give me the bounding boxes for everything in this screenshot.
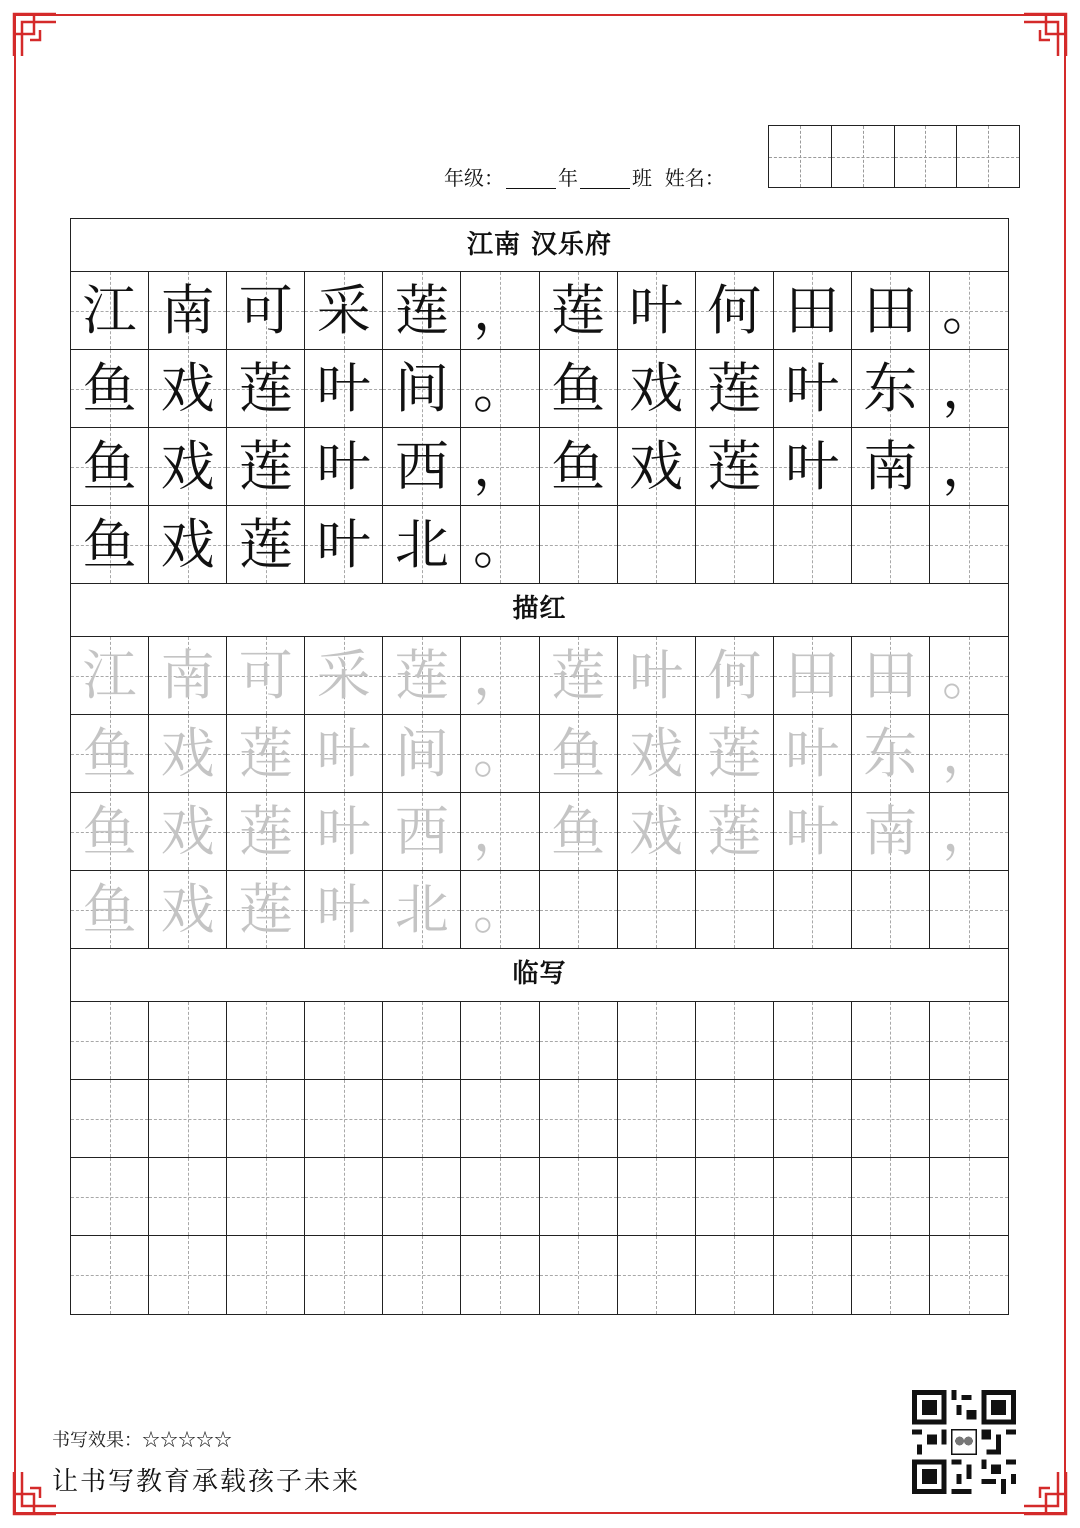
character: 戏 [160, 434, 215, 498]
copy-cell[interactable] [71, 1002, 149, 1080]
character: 莲 [707, 799, 762, 863]
character: ， [941, 799, 996, 863]
character: 江 [82, 643, 137, 707]
copy-cell[interactable] [461, 1158, 539, 1236]
character: 莲 [238, 721, 293, 785]
character: 戏 [629, 799, 684, 863]
grid-cell [930, 637, 1008, 715]
copy-cell[interactable] [383, 1080, 461, 1158]
character: 间 [394, 721, 449, 785]
copy-cell[interactable] [540, 1002, 618, 1080]
name-label: 姓名： [664, 166, 725, 190]
grid-cell [149, 637, 227, 715]
character: 叶 [316, 434, 371, 498]
grid-cell [149, 272, 227, 350]
grid-cell [461, 871, 539, 949]
character: 莲 [707, 721, 762, 785]
copy-cell[interactable] [774, 1080, 852, 1158]
character: 叶 [785, 434, 840, 498]
copy-cell[interactable] [227, 1158, 305, 1236]
grid-cell [618, 637, 696, 715]
character: 叶 [629, 278, 684, 342]
character: 田 [785, 278, 840, 342]
grid-cell [461, 350, 539, 428]
character: 莲 [551, 278, 606, 342]
grid-cell [305, 793, 383, 871]
grid-cell [383, 272, 461, 350]
grid-cell [852, 715, 930, 793]
grid-cell [618, 428, 696, 506]
copy-cell[interactable] [774, 1236, 852, 1314]
character: 莲 [551, 643, 606, 707]
grid-cell [696, 715, 774, 793]
copy-cell[interactable] [227, 1236, 305, 1314]
character: 莲 [238, 434, 293, 498]
copy-cell[interactable] [852, 1080, 930, 1158]
copy-cell[interactable] [461, 1002, 539, 1080]
grid-cell [618, 793, 696, 871]
grade-year-blank[interactable] [506, 168, 556, 189]
grid-cell [227, 350, 305, 428]
copy-cell[interactable] [305, 1002, 383, 1080]
grid-cell [71, 428, 149, 506]
footer-slogan: 让书写教育承载孩子未来 [52, 1467, 361, 1497]
trace-grid [71, 637, 1008, 949]
grid-cell [305, 871, 383, 949]
grid-cell [149, 871, 227, 949]
corner-ornament-icon [1020, 10, 1070, 60]
copy-cell[interactable] [149, 1002, 227, 1080]
grid-cell [852, 350, 930, 428]
grid-cell [227, 871, 305, 949]
copy-cell[interactable] [930, 1236, 1008, 1314]
copy-cell[interactable] [540, 1158, 618, 1236]
copy-cell[interactable] [930, 1002, 1008, 1080]
character: 。 [941, 278, 996, 342]
character: 戏 [629, 356, 684, 420]
character: 东 [863, 721, 918, 785]
grid-cell [305, 350, 383, 428]
grid-cell [696, 506, 774, 584]
character: 南 [863, 799, 918, 863]
character: 。 [472, 356, 527, 420]
grid-cell [774, 715, 852, 793]
name-box[interactable] [832, 126, 895, 187]
grid-cell [930, 350, 1008, 428]
grid-cell [383, 871, 461, 949]
copy-cell[interactable] [930, 1158, 1008, 1236]
character: 鱼 [82, 434, 137, 498]
character: 鱼 [82, 721, 137, 785]
grid-cell [930, 506, 1008, 584]
copy-cell[interactable] [227, 1080, 305, 1158]
grid-cell [930, 871, 1008, 949]
character: 戏 [629, 721, 684, 785]
grid-cell [461, 506, 539, 584]
character: 鱼 [551, 799, 606, 863]
grid-cell [227, 715, 305, 793]
writing-effect-rating: 书写效果：☆☆☆☆☆ [52, 1430, 232, 1451]
character: 北 [394, 512, 449, 576]
character: 叶 [316, 356, 371, 420]
character: 西 [394, 799, 449, 863]
grid-cell [540, 637, 618, 715]
character: 叶 [316, 721, 371, 785]
grid-cell [774, 793, 852, 871]
copy-cell[interactable] [540, 1236, 618, 1314]
grid-cell [618, 715, 696, 793]
grid-cell [540, 506, 618, 584]
grid-cell [852, 793, 930, 871]
character: 叶 [316, 799, 371, 863]
copy-section-title: 临写 [71, 949, 1008, 1002]
grid-cell [383, 350, 461, 428]
grid-cell [696, 350, 774, 428]
character: 何 [707, 643, 762, 707]
copy-cell[interactable] [383, 1158, 461, 1236]
character: 南 [160, 278, 215, 342]
grid-cell [696, 637, 774, 715]
grid-cell [71, 272, 149, 350]
grid-cell [930, 793, 1008, 871]
grid-cell [540, 272, 618, 350]
copy-cell[interactable] [305, 1158, 383, 1236]
copy-cell[interactable] [71, 1158, 149, 1236]
grid-cell [227, 793, 305, 871]
character: 鱼 [82, 512, 137, 576]
character: 何 [707, 278, 762, 342]
character: 南 [863, 434, 918, 498]
character: 叶 [785, 799, 840, 863]
name-box[interactable] [895, 126, 958, 187]
copy-cell[interactable] [461, 1236, 539, 1314]
grid-cell [305, 272, 383, 350]
year-label: 年 [558, 166, 578, 190]
character: 间 [394, 356, 449, 420]
character: 可 [238, 278, 293, 342]
grid-cell [852, 637, 930, 715]
character: ， [472, 434, 527, 498]
copy-cell[interactable] [696, 1002, 774, 1080]
grid-cell [305, 637, 383, 715]
grid-cell [852, 871, 930, 949]
copy-cell[interactable] [930, 1080, 1008, 1158]
grid-cell [383, 715, 461, 793]
character: ， [472, 278, 527, 342]
grid-cell [71, 637, 149, 715]
grid-cell [383, 637, 461, 715]
copy-cell[interactable] [774, 1158, 852, 1236]
character: ， [472, 799, 527, 863]
character: 莲 [394, 278, 449, 342]
grid-cell [774, 506, 852, 584]
corner-ornament-icon [1020, 1468, 1070, 1518]
grid-cell [461, 715, 539, 793]
character: 叶 [629, 643, 684, 707]
character: 戏 [160, 877, 215, 941]
grade-label: 年级： [444, 166, 504, 190]
character: ， [472, 643, 527, 707]
copy-cell[interactable] [618, 1158, 696, 1236]
character: 莲 [707, 356, 762, 420]
grid-cell [540, 715, 618, 793]
character: 。 [941, 643, 996, 707]
copy-cell[interactable] [696, 1236, 774, 1314]
character: 叶 [316, 877, 371, 941]
grid-cell [540, 350, 618, 428]
grid-cell [305, 506, 383, 584]
grid-cell [461, 793, 539, 871]
character: ， [941, 434, 996, 498]
copy-cell[interactable] [852, 1158, 930, 1236]
grid-cell [461, 428, 539, 506]
character: 。 [472, 512, 527, 576]
character: ， [941, 721, 996, 785]
grid-cell [774, 871, 852, 949]
grid-cell [149, 350, 227, 428]
character: 莲 [238, 356, 293, 420]
grid-cell [71, 715, 149, 793]
grid-cell [383, 506, 461, 584]
character: 鱼 [82, 799, 137, 863]
grid-cell [71, 350, 149, 428]
copy-cell[interactable] [71, 1236, 149, 1314]
character: 田 [863, 643, 918, 707]
name-box[interactable] [957, 126, 1019, 187]
grid-cell [852, 272, 930, 350]
copy-cell[interactable] [696, 1158, 774, 1236]
copy-cell[interactable] [305, 1236, 383, 1314]
character: 戏 [160, 356, 215, 420]
grid-cell [305, 715, 383, 793]
grid-cell [461, 272, 539, 350]
character: 采 [316, 278, 371, 342]
copy-cell[interactable] [149, 1158, 227, 1236]
grid-cell [696, 272, 774, 350]
grid-cell [540, 871, 618, 949]
grid-cell [227, 506, 305, 584]
grid-cell [227, 428, 305, 506]
character: 鱼 [82, 356, 137, 420]
practice-sheet [70, 218, 1009, 1315]
character: 鱼 [551, 434, 606, 498]
grid-cell [305, 428, 383, 506]
grid-cell [618, 506, 696, 584]
class-blank[interactable] [580, 168, 630, 189]
grid-cell [618, 272, 696, 350]
name-boxes[interactable] [768, 125, 1020, 188]
grid-cell [540, 793, 618, 871]
poem-title: 江南 汉乐府 [71, 219, 1008, 272]
grid-cell [696, 428, 774, 506]
copy-cell[interactable] [227, 1002, 305, 1080]
grid-cell [930, 428, 1008, 506]
copy-cell[interactable] [461, 1080, 539, 1158]
character: 鱼 [551, 721, 606, 785]
character: 西 [394, 434, 449, 498]
grid-cell [696, 871, 774, 949]
grid-cell [71, 506, 149, 584]
character: 叶 [316, 512, 371, 576]
grid-cell [149, 793, 227, 871]
character: 。 [472, 877, 527, 941]
copy-cell[interactable] [305, 1080, 383, 1158]
character: 戏 [629, 434, 684, 498]
copy-cell[interactable] [618, 1080, 696, 1158]
grid-cell [774, 350, 852, 428]
character: 鱼 [82, 877, 137, 941]
grid-cell [930, 715, 1008, 793]
grid-cell [461, 637, 539, 715]
character: ， [941, 356, 996, 420]
character: 南 [160, 643, 215, 707]
grid-cell [227, 272, 305, 350]
grid-cell [852, 428, 930, 506]
grid-cell [774, 428, 852, 506]
grid-cell [774, 272, 852, 350]
character: 戏 [160, 721, 215, 785]
trace-section-title: 描红 [71, 584, 1008, 637]
character: 。 [472, 721, 527, 785]
character: 田 [785, 643, 840, 707]
character: 叶 [785, 721, 840, 785]
character: 田 [863, 278, 918, 342]
grid-cell [71, 793, 149, 871]
copy-cell[interactable] [618, 1002, 696, 1080]
copy-cell[interactable] [618, 1236, 696, 1314]
grid-cell [540, 428, 618, 506]
grid-cell [930, 272, 1008, 350]
copy-cell[interactable] [696, 1080, 774, 1158]
character: 莲 [238, 877, 293, 941]
name-box[interactable] [769, 126, 832, 187]
copy-cell[interactable] [71, 1080, 149, 1158]
character: 北 [394, 877, 449, 941]
copy-cell[interactable] [540, 1080, 618, 1158]
corner-ornament-icon [10, 10, 60, 60]
character: 采 [316, 643, 371, 707]
grid-cell [618, 350, 696, 428]
copy-cell[interactable] [852, 1236, 930, 1314]
grid-cell [383, 793, 461, 871]
copy-cell[interactable] [149, 1080, 227, 1158]
copy-cell[interactable] [852, 1002, 930, 1080]
character: 叶 [785, 356, 840, 420]
grid-cell [71, 871, 149, 949]
character: 莲 [238, 512, 293, 576]
grid-cell [149, 715, 227, 793]
copy-cell[interactable] [149, 1236, 227, 1314]
copy-cell[interactable] [383, 1002, 461, 1080]
character: 莲 [394, 643, 449, 707]
character: 戏 [160, 512, 215, 576]
grid-cell [149, 506, 227, 584]
character: 莲 [238, 799, 293, 863]
grid-cell [696, 793, 774, 871]
copy-cell[interactable] [383, 1236, 461, 1314]
character: 江 [82, 278, 137, 342]
character: 可 [238, 643, 293, 707]
character: 莲 [707, 434, 762, 498]
character: 鱼 [551, 356, 606, 420]
grid-cell [149, 428, 227, 506]
class-label: 班 [632, 166, 652, 190]
grid-cell [383, 428, 461, 506]
character: 戏 [160, 799, 215, 863]
grid-cell [774, 637, 852, 715]
student-info-line [444, 162, 725, 191]
copy-cell[interactable] [774, 1002, 852, 1080]
grid-cell [618, 871, 696, 949]
grid-cell [852, 506, 930, 584]
character: 东 [863, 356, 918, 420]
poem-grid [71, 272, 1008, 584]
qr-code-icon [912, 1390, 1016, 1494]
copy-grid [71, 1002, 1008, 1314]
grid-cell [227, 637, 305, 715]
